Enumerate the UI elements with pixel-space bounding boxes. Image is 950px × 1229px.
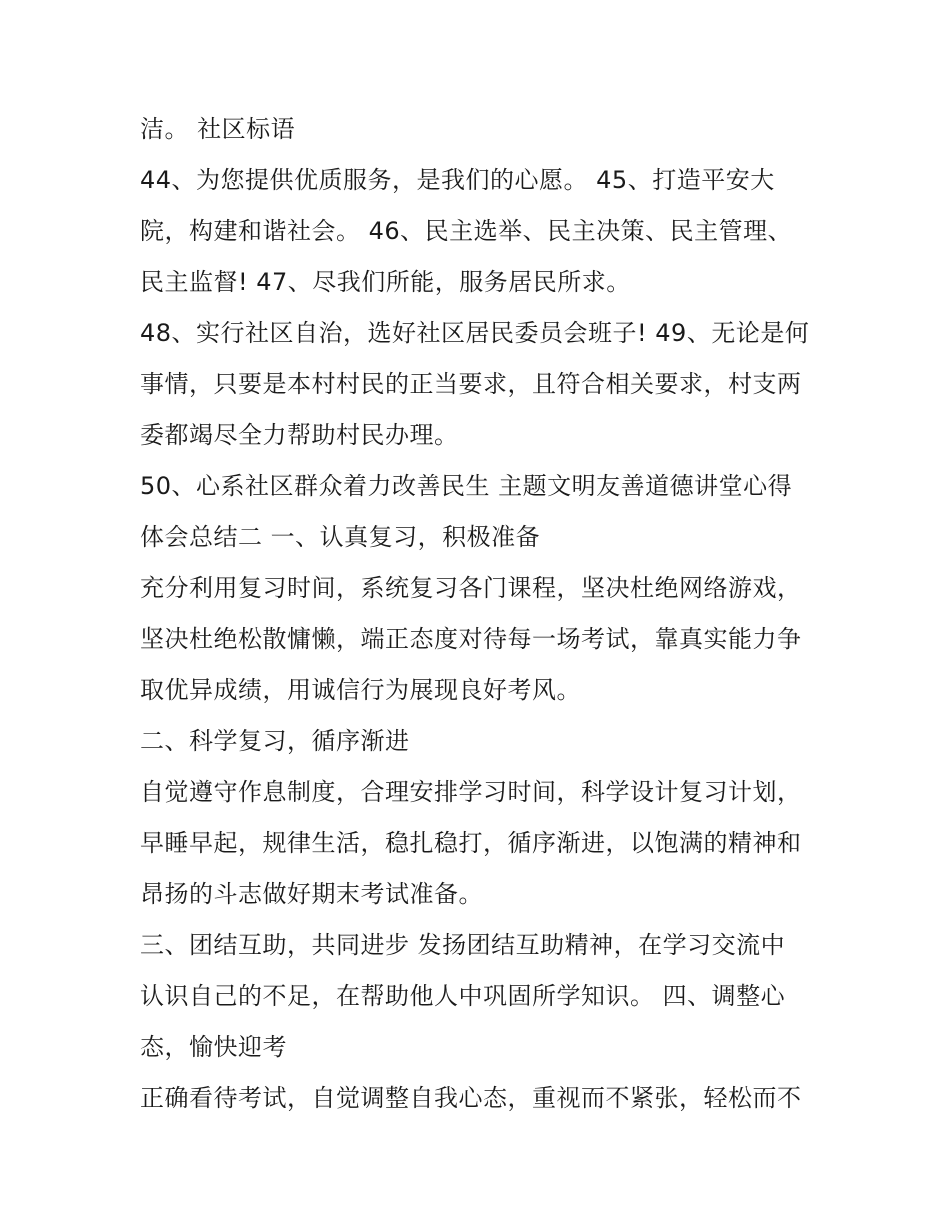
text-line: 44、为您提供优质服务，是我们的心愿。 45、打造平安大 bbox=[140, 166, 775, 194]
text-line: 充分利用复习时间，系统复习各门课程，坚决杜绝网络游戏， bbox=[140, 574, 802, 602]
text-line: 事情，只要是本村村民的正当要求，且符合相关要求，村支两 bbox=[140, 370, 802, 398]
text-line: 早睡早起，规律生活，稳扎稳打，循序渐进，以饱满的精神和 bbox=[140, 829, 802, 857]
text-line: 民主监督! 47、尽我们所能，服务居民所求。 bbox=[140, 268, 631, 296]
text-line: 48、实行社区自治，选好社区居民委员会班子! 49、无论是何 bbox=[140, 319, 810, 347]
text-line: 正确看待考试，自觉调整自我心态，重视而不紧张，轻松而不 bbox=[140, 1084, 802, 1112]
text-line: 二、科学复习，循序渐进 bbox=[140, 727, 410, 755]
text-line: 体会总结二 一、认真复习，积极准备 bbox=[140, 523, 541, 551]
text-line: 认识自己的不足，在帮助他人中巩固所学知识。 四、调整心 bbox=[140, 982, 786, 1010]
text-line: 坚决杜绝松散慵懒，端正态度对待每一场考试，靠真实能力争 bbox=[140, 625, 802, 653]
text-line: 昂扬的斗志做好期末考试准备。 bbox=[140, 880, 483, 908]
text-line: 三、团结互助，共同进步 发扬团结互助精神，在学习交流中 bbox=[140, 931, 786, 959]
text-line: 院，构建和谐社会。 46、民主选举、民主决策、民主管理、 bbox=[140, 217, 793, 245]
text-line: 态，愉快迎考 bbox=[140, 1033, 287, 1061]
document-text bbox=[140, 107, 840, 1127]
text-line: 50、心系社区群众着力改善民生 主题文明友善道德讲堂心得 bbox=[140, 472, 793, 500]
text-line: 取优异成绩，用诚信行为展现良好考风。 bbox=[140, 676, 581, 704]
text-line: 委都竭尽全力帮助村民办理。 bbox=[140, 421, 459, 449]
text-line: 自觉遵守作息制度，合理安排学习时间，科学设计复习计划， bbox=[140, 778, 802, 806]
text-line: 洁。 社区标语 bbox=[140, 115, 296, 143]
